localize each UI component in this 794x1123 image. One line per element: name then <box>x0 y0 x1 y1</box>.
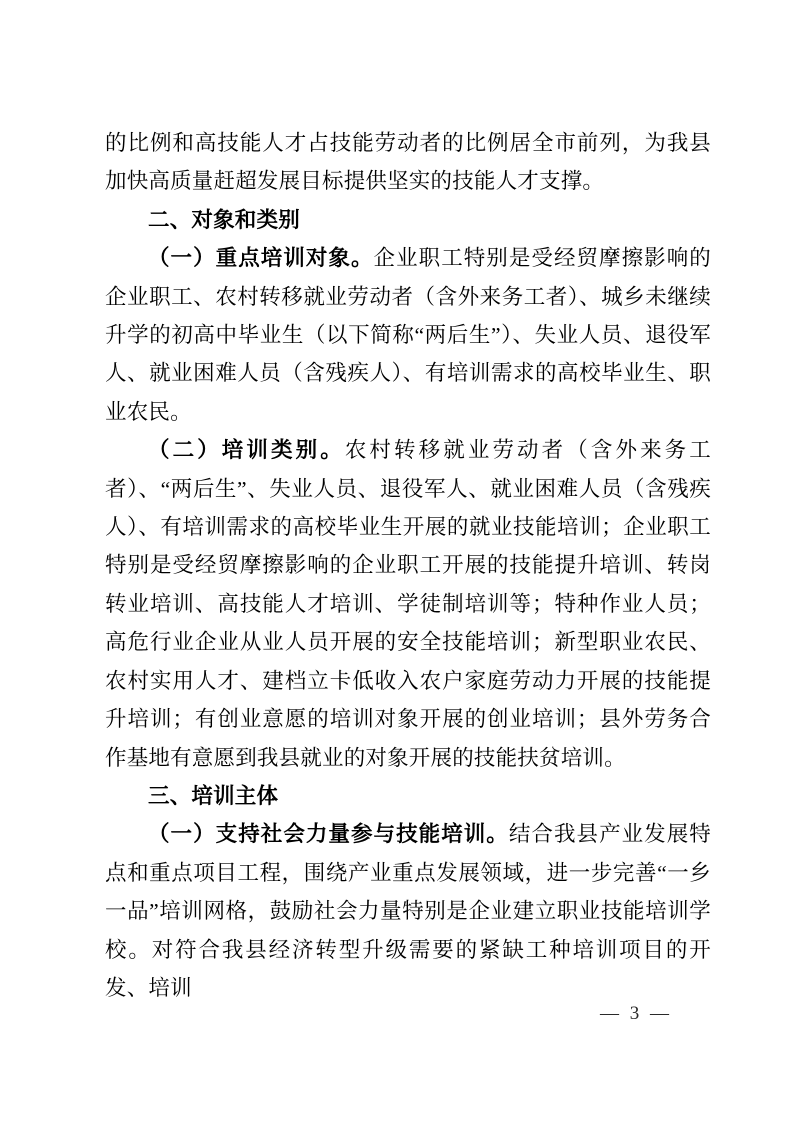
paragraph-lead-label: （二）培训类别。 <box>148 438 345 463</box>
paragraph-text: 农村转移就业劳动者（含外来务工者）、“两后生”、失业人员、退役军人、就业困难人员（含残疾人）、有培训需求的高校毕业生开展的就业技能培训；企业职工特别是受经贸摩擦影响的企业职工开展的技能提升培训、转岗转业培训、高技能人才培训、学徒制培训等；特种作业人员；高危行业企业从业人员开展的安全技能培训；新型职业农民、农村实用人才、建档立卡低收入农户家庭劳动力开展的技能提升培训；有创业意愿的培训对象开展的创业培训；县外劳务合作基地有意愿到我县就业的对象开展的技能扶贫培训。 <box>105 438 711 770</box>
paragraph-text: 结合我县产业发展特点和重点项目工程，围绕产业重点发展领域，进一步完善“一乡一品”培训网格，鼓励社会力量特别是企业建立职业技能培训学校。对符合我县经济转型升级需要的紧缺工种培训项目的开发、培训 <box>105 822 711 1000</box>
section-heading-training-providers: 三、培训主体 <box>148 783 279 808</box>
paragraph-key-training-targets <box>105 239 711 431</box>
paragraph-support-social-forces <box>105 815 711 1007</box>
paragraph-text: 企业职工特别是受经贸摩擦影响的企业职工、农村转移就业劳动者（含外来务工者）、城乡未继续升学的初高中毕业生（以下简称“两后生”）、失业人员、退役军人、就业困难人员（含残疾人）、有培训需求的高校毕业生、职业农民。 <box>105 246 711 424</box>
paragraph-continuation: 的比例和高技能人才占技能劳动者的比例居全市前列，为我县加快高质量赶超发展目标提供坚实的技能人才支撑。 <box>105 131 711 194</box>
paragraph-lead-label: （一）重点培训对象。 <box>148 246 374 271</box>
document-body <box>105 124 711 1007</box>
page-number: — 3 — <box>600 1003 672 1024</box>
paragraph-training-categories <box>105 431 711 777</box>
section-heading-targets-and-categories: 二、对象和类别 <box>148 207 300 232</box>
paragraph-lead-label: （一）支持社会力量参与技能培训。 <box>148 822 509 847</box>
